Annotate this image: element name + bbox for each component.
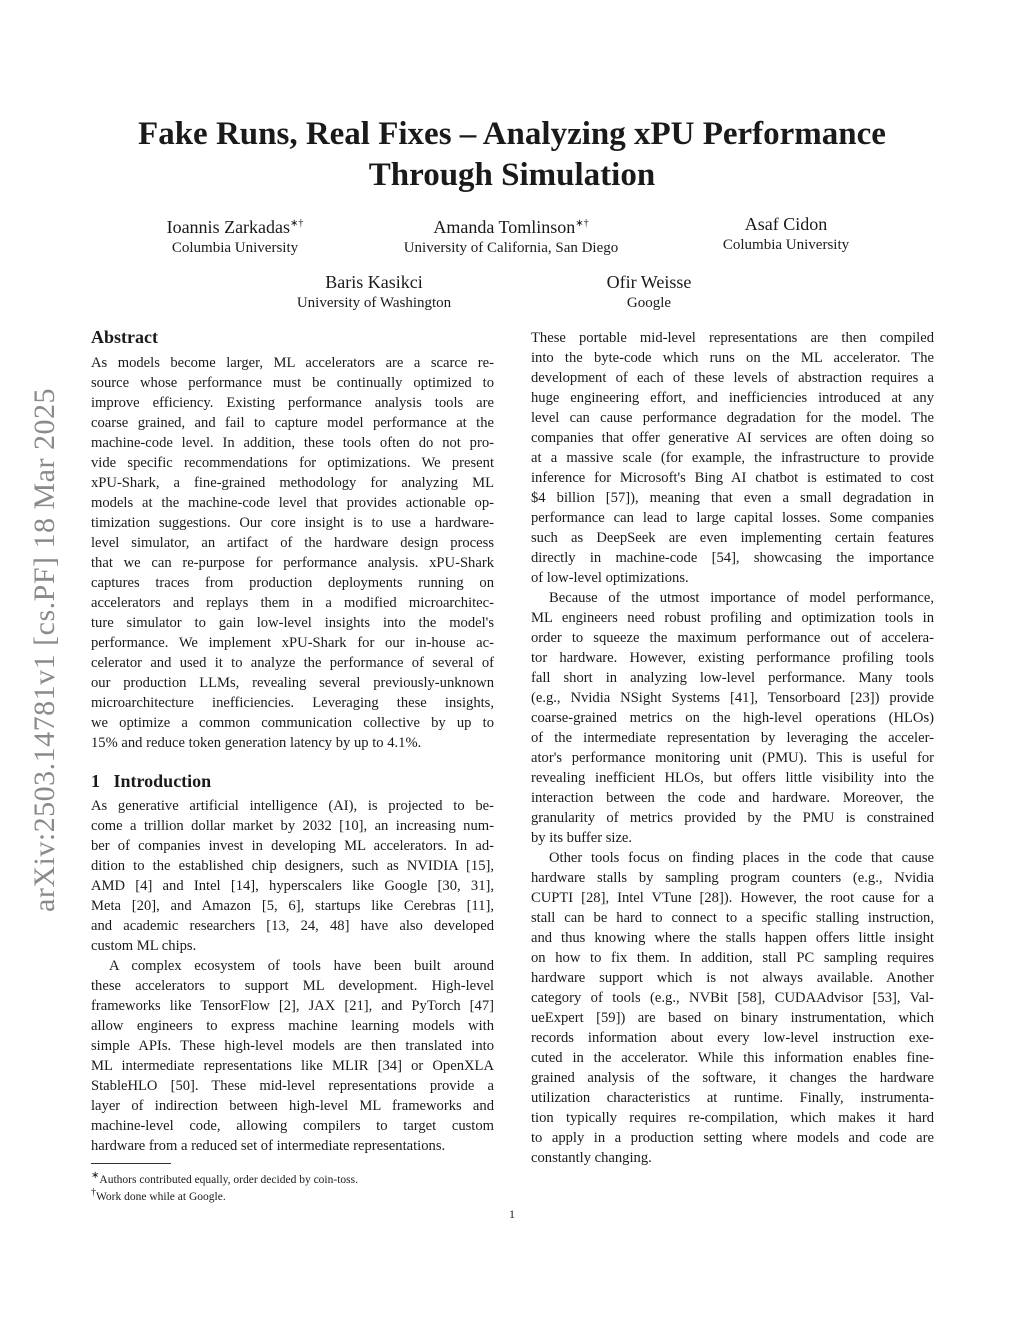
text-line: hardware stalls by sampling program counters (e.g., Nvidia [531,870,934,886]
footnote [91,1185,226,1205]
text-line: ber of companies invest in developing ML accelerators. In ad- [91,838,494,854]
text-line: and academic researchers [13, 24, 48] have also developed [91,918,494,934]
text-line: of the intermediate representation by leveraging the acceler- [531,730,934,746]
text-line: improve efficiency. Existing performance analysis tools are [91,395,494,411]
title-line: Through Simulation [368,157,656,193]
paragraph [531,588,934,848]
text-line: $4 billion [57]), meaning that even a small degradation in [531,490,934,506]
text-line: StableHLO [50]. These mid-level representations provide a [91,1078,494,1094]
author [469,271,829,313]
text-line: Because of the utmost importance of model performance, [549,590,934,606]
text-line: utilization characteristics at runtime. Finally, instrumenta- [531,1090,934,1106]
author-name: Amanda Tomlinson [433,217,576,237]
text-line: captures traces from production deployments running on [91,575,494,591]
paragraph [91,956,494,1156]
footnote-text: Authors contributed equally, order decided by coin-toss. [99,1173,358,1186]
paragraph [91,796,494,956]
author-affiliation: University of California, San Diego [403,240,619,256]
footnote-text: Work done while at Google. [96,1190,226,1203]
author-name: Baris Kasikci [325,272,423,292]
text-line: by its buffer size. [531,830,633,846]
text-line: custom ML chips. [91,938,197,954]
text-line: our production LLMs, revealing several previously-unknown [91,675,494,691]
author-affiliation: Columbia University [722,237,850,253]
text-line: timization suggestions. Our core insight is to use a hardware- [91,515,494,531]
author-affiliation: Google [626,295,672,311]
text-line: tion typically requires re-compilation, which makes it hard [531,1110,934,1126]
text-line: fall short in analyzing low-level performance. Many tools [531,670,934,686]
text-line: Meta [20], and Amazon [5, 6], startups like Cerebras [11], [91,898,494,914]
text-line: dition to the established chip designers, such as NVIDIA [15], [91,858,494,874]
text-line: order to squeeze the maximum performance out of accelera- [531,630,934,646]
text-line: come a trillion dollar market by 2032 [10], an increasing num- [91,818,494,834]
text-line: level can cause performance degradation for the model. The [531,410,934,426]
author-affiliation: University of Washington [296,295,452,311]
text-line: performance can lead to large capital losses. Some companies [531,510,934,526]
text-line: tor hardware. However, existing performance profiling tools [531,650,934,666]
text-line: AMD [4] and Intel [14], hyperscalers like Google [30, 31], [91,878,494,894]
text-line: these accelerators to support ML development. High-level [91,978,494,994]
paragraph [531,328,934,588]
text-line: As generative artificial intelligence (AI), is projected to be- [91,798,494,814]
paper-title [0,114,1024,196]
text-line: such as DeepSeek are even implementing certain features [531,530,934,546]
text-line: models at the machine-code level that provides actionable op- [91,495,494,511]
abstract-heading: Abstract [91,327,158,347]
text-line: simple APIs. These high-level models are then translated into [91,1038,494,1054]
author-mark: ∗† [575,218,589,229]
text-line: ML intermediate representations like MLIR [34] or OpenXLA [91,1058,494,1074]
text-line: inference for Microsoft's Bing AI chatbot is estimated to cost [531,470,934,486]
text-line: companies that offer generative AI services are often doing so [531,430,934,446]
text-line: A complex ecosystem of tools have been built around [109,958,494,974]
text-line: coarse-grained metrics on the high-level operations (HLOs) [531,710,934,726]
text-line: ator's performance monitoring unit (PMU). This is useful for [531,750,934,766]
text-line: vide specific recommendations for optimizations. We present [91,455,494,471]
text-line: on how to fix them. In addition, stall PC sampling requires [531,950,934,966]
title-line: Fake Runs, Real Fixes – Analyzing xPU Performance [138,116,886,152]
author-affiliation: Columbia University [171,240,299,256]
paragraph [531,848,934,1168]
author-mark: ∗† [290,218,304,229]
text-line: constantly changing. [531,1150,652,1166]
text-line: frameworks like TensorFlow [2], JAX [21], and PyTorch [47] [91,998,494,1014]
author-name: Ofir Weisse [606,272,692,292]
text-line: records information about every low-level instruction exe- [531,1030,934,1046]
text-line: into the byte-code which runs on the ML accelerator. The [531,350,934,366]
footnote-mark: † [91,1187,96,1198]
text-line: These portable mid-level representations are then compiled [531,330,934,346]
abstract-body [91,353,494,753]
text-line: coarse grained, and fail to capture model performance at the [91,415,494,431]
text-line: we optimize a common communication collective by up to [91,715,494,731]
footnote-mark: ∗ [91,1170,100,1181]
text-line: machine-code level. In addition, these tools often do not pro- [91,435,494,451]
text-line: Other tools focus on finding places in the code that cause [549,850,934,866]
right-column-body [531,328,934,1168]
text-line: to apply in a production setting where models and code are [531,1130,934,1146]
text-line: level simulator, an artifact of the hardware design process [91,535,494,551]
author-name: Ioannis Zarkadas [166,217,291,237]
introduction-body [91,796,494,1156]
text-line: cuted in the accelerator. While this information enables fine- [531,1050,934,1066]
text-line: directly in machine-code [54], showcasing the importance [531,550,934,566]
text-line: celerator and used it to analyze the performance of several of [91,655,494,671]
author-name: Asaf Cidon [744,214,828,234]
text-line: revealing inefficient HLOs, but offers little visibility into the [531,770,934,786]
text-line: and thus knowing where the stalls happen offers little insight [531,930,934,946]
footnote-rule [91,1163,171,1164]
text-line: source whose performance must be continually optimized to [91,375,494,391]
text-line: 15% and reduce token generation latency by up to 4.1%. [91,735,422,751]
text-line: hardware support which is not always available. Another [531,970,934,986]
text-line: at a massive scale (for example, the infrastructure to provide [531,450,934,466]
text-line: of low-level optimizations. [531,570,689,586]
text-line: microarchitecture inefficiencies. Leveraging these insights, [91,695,494,711]
text-line: interaction between the code and hardware. Moreover, the [531,790,934,806]
author [606,213,966,255]
text-line: hardware from a reduced set of intermediate representations. [91,1138,446,1154]
page-number: 1 [509,1207,515,1221]
text-line: (e.g., Nvidia NSight Systems [41], Tensorboard [23]) provide [531,690,934,706]
text-line: performance. We implement xPU-Shark for our in-house ac- [91,635,494,651]
text-line: category of tools (e.g., NVBit [58], CUDAAdvisor [53], Val- [531,990,934,1006]
text-line: ture simulator to gain low-level insights into the model's [91,615,494,631]
text-line: CUPTI [28], Intel VTune [28]). However, the root cause for a [531,890,934,906]
text-line: stall can be hard to connect to a specific stalling instruction, [531,910,934,926]
text-line: allow engineers to express machine learning models with [91,1018,494,1034]
text-line: granularity of metrics provided by the PMU is constrained [531,810,934,826]
text-line: accelerators and replays them in a modified microarchitec- [91,595,494,611]
text-line: xPU-Shark, a fine-grained methodology for analyzing ML [91,475,494,491]
arxiv-identifier: arXiv:2503.14781v1 [cs.PF] 18 Mar 2025 [28,388,61,912]
text-line: ML engineers need robust profiling and optimization tools in [531,610,934,626]
text-line: huge engineering effort, and inefficiencies introduced at any [531,390,934,406]
text-line: ueExpert [59]) are based on binary instrumentation, which [531,1010,934,1026]
text-line: development of each of these levels of abstraction requires a [531,370,934,386]
text-line: that we can re-purpose for performance analysis. xPU-Shark [91,555,494,571]
text-line: As models become larger, ML accelerators are a scarce re- [91,355,494,371]
text-line: layer of indirection between high-level ML frameworks and [91,1098,494,1114]
text-line: machine-level code, allowing compilers to target custom [91,1118,494,1134]
text-line: grained analysis of the software, it changes the hardware [531,1070,934,1086]
paragraph [91,353,494,753]
introduction-heading: 1 Introduction [91,771,212,791]
